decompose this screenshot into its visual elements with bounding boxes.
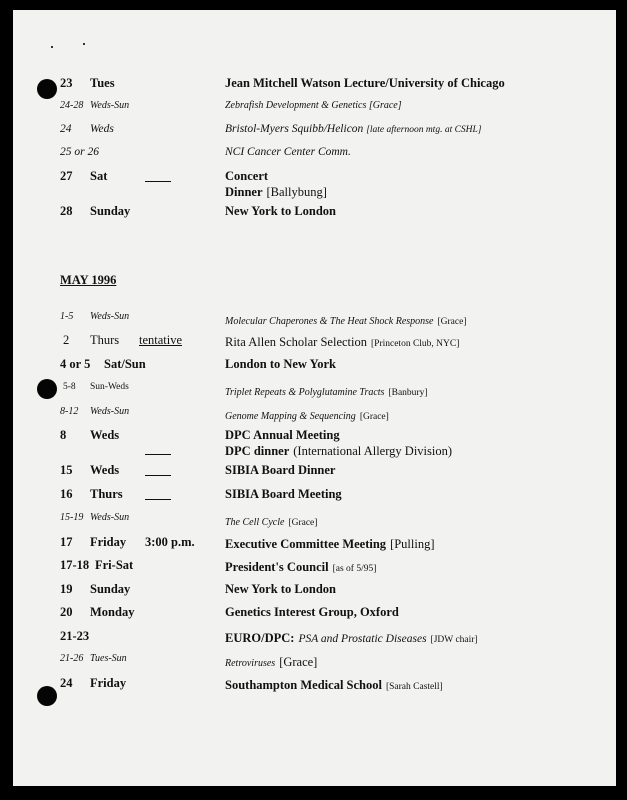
entry-row: [13, 169, 616, 203]
entry-event-text: Retroviruses: [225, 658, 276, 669]
entry-event-text: Dinner: [225, 185, 263, 199]
entry-day: 17-18: [60, 558, 90, 572]
entry-event-italic: PSA and Prostatic Diseases: [298, 633, 427, 645]
entry-day: 24-28: [60, 100, 84, 111]
entry-note: [late afternoon mtg. at CSHL]: [366, 125, 482, 135]
entry-day: 1-5: [60, 311, 74, 322]
entry-event: London to New York: [225, 357, 337, 371]
mark-dot: [51, 46, 53, 48]
document-page: [13, 10, 616, 786]
blank-line: [145, 487, 171, 505]
entry-weekday: Weds: [90, 123, 114, 135]
entry-row: [13, 406, 616, 426]
entry-weekday: Sun-Weds: [90, 382, 129, 392]
entry-status: tentative: [139, 333, 183, 347]
entry-note: [Princeton Club, NYC]: [371, 339, 460, 349]
entry-event: [225, 333, 459, 351]
entry-event: [225, 653, 317, 671]
month-heading-row: [13, 273, 616, 293]
entry-day: 16: [60, 487, 73, 501]
entry-row: [13, 333, 616, 353]
entry-note: [Sarah Castell]: [385, 682, 443, 692]
entry-weekday: Monday: [90, 605, 135, 619]
entry-weekday: Fri-Sat: [95, 558, 134, 572]
entry-event-line2: [225, 183, 327, 201]
entry-row: [13, 629, 616, 649]
entry-event-text: Molecular Chaperones & The Heat Shock Response: [225, 316, 434, 327]
entry-day: 2: [63, 333, 70, 347]
blank-line: [145, 463, 171, 481]
entry-note: [Grace]: [359, 412, 389, 422]
entry-event-text: Zebrafish Development & Genetics: [225, 100, 367, 111]
entry-weekday: Weds-Sun: [90, 406, 130, 417]
entry-weekday: Sat: [90, 169, 108, 183]
entry-day: 28: [60, 204, 73, 218]
entry-event-text: President's Council: [225, 560, 329, 574]
entry-day: 23: [60, 76, 73, 90]
entry-event-text: DPC dinner: [225, 444, 290, 458]
month-heading: MAY 1996: [60, 273, 117, 287]
entry-event: New York to London: [225, 582, 337, 596]
entry-event-text: Executive Committee Meeting: [225, 537, 387, 551]
blank-line: [145, 169, 171, 187]
entry-event-text: Southampton Medical School: [225, 678, 382, 692]
entry-row: [13, 100, 616, 120]
entry-weekday: Tues: [90, 76, 115, 90]
entry-day: 19: [60, 582, 73, 596]
entry-day: 15: [60, 463, 73, 477]
entry-day: 8-12: [60, 406, 79, 417]
entry-day: 17: [60, 535, 73, 549]
entry-row: [13, 382, 616, 402]
entry-event: NCI Cancer Center Comm.: [225, 146, 351, 158]
entry-row: [13, 605, 616, 625]
entry-event-text: Triplet Repeats & Polyglutamine Tracts: [225, 387, 385, 398]
entry-weekday: Thurs: [90, 487, 123, 501]
entry-event: [225, 311, 467, 329]
entry-row: [13, 76, 616, 96]
entry-note: [JDW chair]: [430, 635, 478, 645]
entry-note: (International Allergy Division): [293, 444, 453, 458]
entry-event-text: The Cell Cycle: [225, 517, 285, 528]
entry-weekday: Weds-Sun: [90, 311, 130, 322]
entry-event: [225, 676, 443, 694]
entry-row: [13, 558, 616, 578]
entry-row: [13, 463, 616, 483]
entry-event: Concert: [225, 169, 269, 183]
entry-day: 4 or 5: [60, 357, 91, 371]
entry-weekday: Weds-Sun: [90, 512, 130, 523]
entry-event: [225, 558, 376, 576]
entry-day: 20: [60, 605, 73, 619]
entry-day: 24: [60, 676, 73, 690]
entry-row: [13, 535, 616, 555]
entry-event-text: Genome Mapping & Sequencing: [225, 411, 356, 422]
entry-day: 24: [60, 123, 72, 135]
entry-note: [Ballybung]: [266, 185, 327, 199]
entry-day: 21-23: [60, 629, 90, 643]
entry-day: 5-8: [63, 382, 76, 392]
entry-row: [13, 676, 616, 696]
entry-weekday: Friday: [90, 535, 127, 549]
entry-event: [225, 382, 428, 400]
entry-note: [Grace]: [288, 518, 318, 528]
entry-note: [as of 5/95]: [332, 564, 377, 574]
entry-weekday: Weds: [90, 428, 120, 442]
entry-event: New York to London: [225, 204, 337, 218]
entry-row: [13, 653, 616, 673]
entry-day: 21-26: [60, 653, 84, 664]
entry-row: [13, 123, 616, 143]
entry-weekday: Weds-Sun: [90, 100, 130, 111]
entry-day: 25 or 26: [60, 146, 99, 158]
entry-event: SIBIA Board Dinner: [225, 463, 336, 477]
entry-event: Genetics Interest Group, Oxford: [225, 605, 399, 619]
entry-event: [225, 406, 389, 424]
entry-row: [13, 428, 616, 462]
entry-row: [13, 487, 616, 507]
entry-weekday: Sunday: [90, 204, 131, 218]
mark-dot: [83, 43, 85, 45]
entry-row: [13, 204, 616, 224]
entry-weekday: Friday: [90, 676, 127, 690]
entry-event: Jean Mitchell Watson Lecture/University of Chicago: [225, 76, 505, 90]
entry-weekday: Weds: [90, 463, 120, 477]
blank-line: [145, 442, 171, 460]
entry-event: [225, 512, 317, 530]
entry-row: [13, 357, 616, 377]
entry-row: [13, 512, 616, 532]
entry-event-text: Bristol-Myers Squibb/Helicon: [225, 123, 364, 135]
entry-event: [225, 629, 478, 647]
entry-note: [Pulling]: [390, 537, 435, 551]
entry-row: [13, 311, 616, 331]
entry-note: [Grace]: [279, 655, 318, 669]
entry-event: SIBIA Board Meeting: [225, 487, 342, 501]
entry-weekday: Sat/Sun: [104, 357, 146, 371]
entry-event: [225, 123, 482, 135]
entry-event: [225, 535, 435, 553]
entry-time: 3:00 p.m.: [145, 535, 195, 549]
entry-event-text: Rita Allen Scholar Selection: [225, 335, 367, 349]
entry-day: 27: [60, 169, 73, 183]
entry-row: [13, 582, 616, 602]
entry-day: 15-19: [60, 512, 84, 523]
entry-event: [225, 100, 402, 111]
entry-note: [Grace]: [368, 100, 402, 111]
entry-event-line2: [225, 442, 452, 460]
entry-event-text: EURO/DPC:: [225, 631, 295, 645]
entry-note: [Banbury]: [388, 388, 428, 398]
entry-note: [Grace]: [437, 317, 467, 327]
entry-row: [13, 146, 616, 166]
entry-day: 8: [60, 428, 67, 442]
entry-weekday: Tues-Sun: [90, 653, 127, 664]
entry-weekday: Sunday: [90, 582, 131, 596]
entry-weekday: Thurs: [90, 333, 120, 347]
entry-event: DPC Annual Meeting: [225, 428, 340, 442]
